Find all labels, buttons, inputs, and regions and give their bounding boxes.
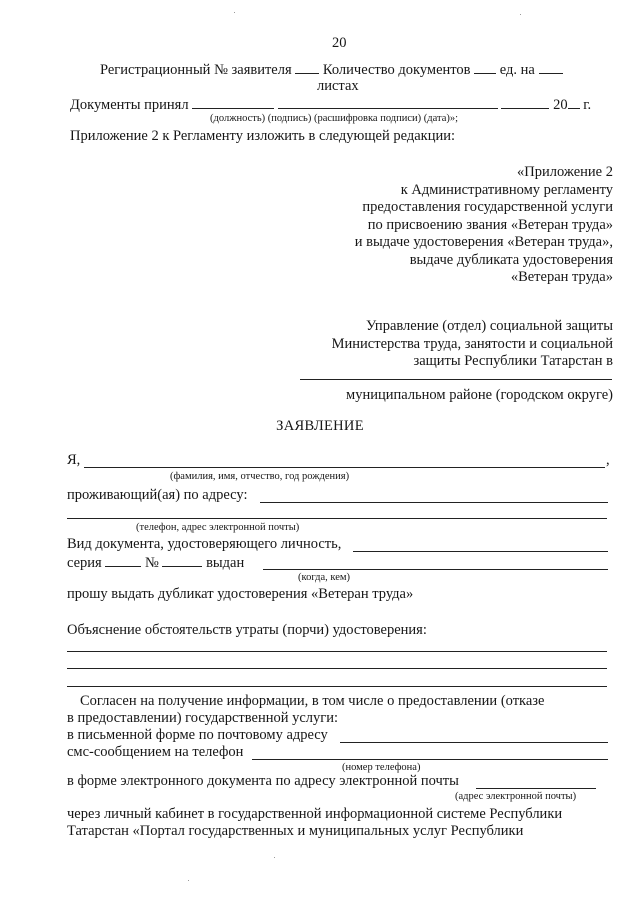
number-blank: [162, 554, 202, 567]
registration-line: [100, 61, 563, 79]
appendix-header-line-6: выдаче дубликата удостоверения: [409, 252, 613, 268]
documents-count-label: Количество документов: [322, 62, 471, 78]
postal-label: в письменной форме по почтовому адресу: [67, 727, 328, 743]
explanation-blank-1: [67, 651, 607, 652]
documents-count-blank: [474, 61, 496, 74]
contact-caption: (телефон, адрес электронной почты): [136, 522, 300, 533]
explanation-label: Объяснение обстоятельств утраты (порчи) удостоверения:: [67, 622, 427, 638]
registration-number-blank: [295, 61, 319, 74]
form-title: ЗАЯВЛЕНИЕ: [276, 418, 364, 434]
issued-caption: (когда, кем): [298, 572, 350, 583]
appendix-header-line-7: «Ветеран труда»: [510, 269, 613, 285]
consent-line-1: Согласен на получение информации, в том числе о предоставлении (отказе: [80, 693, 545, 709]
explanation-blank-3: [67, 686, 607, 687]
phone-caption: (номер телефона): [342, 762, 421, 773]
year-blank: [568, 96, 580, 109]
registration-prefix: Регистрационный № заявителя: [100, 62, 292, 78]
units-label: ед. на: [499, 62, 535, 78]
page-number: 20: [332, 35, 347, 51]
id-document-blank: [353, 551, 608, 552]
number-label: №: [144, 555, 159, 571]
signature-blank: [278, 96, 498, 109]
explanation-blank-2: [67, 668, 607, 669]
sheets-label: листах: [317, 78, 359, 94]
name-caption: (фамилия, имя, отчество, год рождения): [170, 471, 350, 482]
appendix-header-line-5: и выдаче удостоверения «Ветеран труда»,: [354, 234, 613, 250]
scan-speck: [274, 857, 275, 858]
applicant-name-blank: [84, 467, 605, 468]
id-document-label: Вид документа, удостоверяющего личность,: [67, 536, 342, 552]
issued-label: выдан: [206, 555, 245, 571]
appendix-header-line-1: «Приложение 2: [517, 164, 613, 180]
scan-speck: [520, 14, 521, 15]
contact-blank: [67, 518, 607, 519]
date-blank: [501, 96, 549, 109]
i-end-comma: ,: [606, 452, 610, 468]
consent-line-2: в предоставлении) государственной услуги:: [67, 710, 339, 726]
appendix-intro: Приложение 2 к Регламенту изложить в следующей редакции:: [70, 128, 456, 144]
i-label: Я,: [67, 452, 81, 468]
series-line: [67, 554, 244, 572]
year-prefix: 20: [553, 97, 568, 113]
series-label: серия: [67, 555, 102, 571]
series-blank: [105, 554, 141, 567]
phone-blank: [252, 759, 608, 760]
addressee-line-1: Управление (отдел) социальной защиты: [365, 318, 613, 334]
address-blank: [260, 502, 608, 503]
email-blank: [476, 788, 596, 789]
documents-accepted-label: Документы принял: [70, 97, 189, 113]
addressee-line-3: защиты Республики Татарстан в: [413, 353, 613, 369]
issued-blank: [263, 569, 608, 570]
addressee-tail: муниципальном районе (городском округе): [346, 387, 613, 403]
email-label: в форме электронного документа по адресу электронной почты: [67, 773, 459, 789]
appendix-header-line-4: по присвоению звания «Ветеран труда»: [367, 217, 613, 233]
year-suffix: г.: [583, 97, 592, 113]
sms-label: смс-сообщением на телефон: [67, 744, 244, 760]
request-text: прошу выдать дубликат удостоверения «Ветеран труда»: [67, 586, 414, 602]
postal-blank: [340, 742, 608, 743]
position-blank: [192, 96, 274, 109]
portal-line-2: Татарстан «Портал государственных и муниципальных услуг Республики: [67, 823, 524, 839]
portal-line-1: через личный кабинет в государственной информационной системе Республики: [67, 806, 563, 822]
scan-speck: [188, 880, 189, 881]
sheets-count-blank: [539, 61, 563, 74]
documents-accepted-line: [70, 96, 591, 114]
scan-speck: [234, 12, 235, 13]
appendix-header-line-2: к Административному регламенту: [400, 182, 613, 198]
addressee-line-2: Министерства труда, занятости и социальной: [331, 336, 613, 352]
email-caption: (адрес электронной почты): [455, 791, 577, 802]
municipality-blank: [300, 379, 612, 380]
accepted-caption: (должность) (подпись) (расшифровка подписи) (дата)»;: [210, 113, 459, 124]
appendix-header-line-3: предоставления государственной услуги: [362, 199, 613, 215]
address-label: проживающий(ая) по адресу:: [67, 487, 248, 503]
